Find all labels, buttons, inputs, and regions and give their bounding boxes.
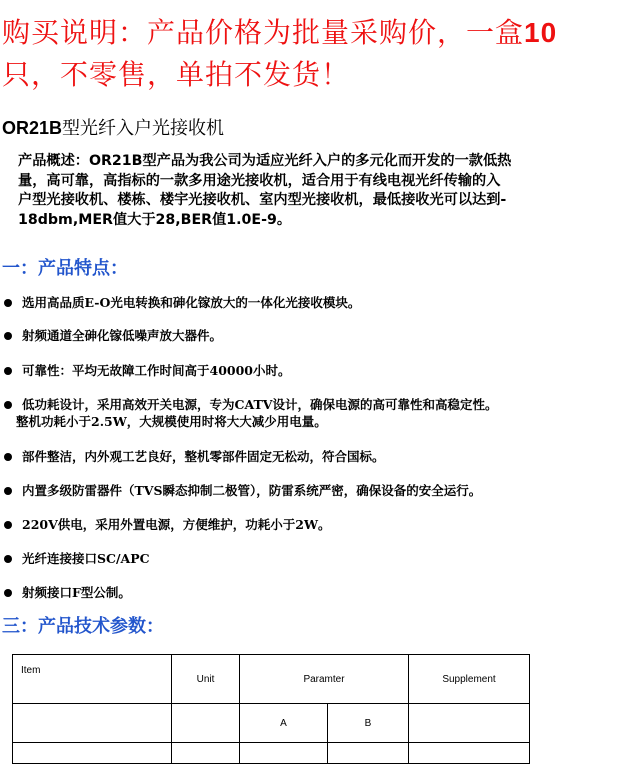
bullet-icon bbox=[4, 401, 12, 409]
table-cell bbox=[172, 743, 240, 764]
table-header-unit: Unit bbox=[172, 655, 240, 704]
product-title-rest: 型光纤入户光接收机 bbox=[62, 118, 225, 139]
table-cell bbox=[328, 743, 409, 764]
table-header-param: Paramter bbox=[240, 655, 409, 704]
overview-line: 量，高可靠，高指标的一款多用途光接收机，适合用于有线电视光纤传输的入 bbox=[18, 172, 501, 189]
feature-item bbox=[0, 448, 615, 466]
section-spec-heading: 三：产品技术参数： bbox=[2, 616, 164, 637]
bullet-icon bbox=[4, 487, 12, 495]
table-cell bbox=[409, 704, 530, 743]
feature-item bbox=[0, 550, 615, 568]
feature-text: 整机功耗小于2.5W，大规模使用时将大大减少用电量。 bbox=[16, 414, 327, 429]
feature-item bbox=[0, 294, 615, 312]
table-cell bbox=[13, 704, 172, 743]
notice-line-1-text: 购买说明：产品价格为批量采购价，一盒 bbox=[2, 16, 525, 49]
feature-text: 可靠性：平均无故障工作时间高于40000小时。 bbox=[22, 363, 291, 378]
feature-text: 射频通道全砷化镓低噪声放大器件。 bbox=[22, 328, 223, 343]
feature-item bbox=[0, 327, 615, 345]
feature-text: 部件整洁，内外观工艺良好，整机零部件固定无松动，符合国标。 bbox=[22, 449, 385, 464]
spec-table bbox=[12, 654, 530, 764]
feature-item bbox=[0, 516, 615, 534]
bullet-icon bbox=[4, 589, 12, 597]
table-subheader-a: A bbox=[240, 704, 328, 743]
notice-line-1 bbox=[2, 12, 614, 54]
bullet-icon bbox=[4, 555, 12, 563]
notice-line-2: 只，不零售，单拍不发货！ bbox=[2, 58, 351, 91]
feature-item bbox=[0, 584, 615, 602]
overview-line: 18dbm,MER值大于28,BER值1.0E-9。 bbox=[18, 211, 292, 228]
bullet-icon bbox=[4, 367, 12, 375]
table-header-item: Item bbox=[13, 655, 172, 704]
feature-text: 220V供电，采用外置电源，方便维护，功耗小于2W。 bbox=[22, 517, 331, 532]
table-subheader-row bbox=[13, 704, 530, 743]
overview-line: 产品概述：OR21B型产品为我公司为适应光纤入户的多元化而开发的一款低热 bbox=[18, 153, 512, 169]
feature-text: 射频接口F型公制。 bbox=[22, 585, 131, 600]
table-cell bbox=[172, 704, 240, 743]
bullet-icon bbox=[4, 332, 12, 340]
table-subheader-b: B bbox=[328, 704, 409, 743]
feature-text: 选用高品质E-O光电转换和砷化镓放大的一体化光接收模块。 bbox=[22, 295, 361, 310]
table-cell bbox=[13, 743, 172, 764]
product-overview bbox=[18, 152, 614, 230]
feature-continuation bbox=[16, 413, 620, 431]
section-features-heading: 一：产品特点： bbox=[2, 258, 128, 279]
feature-text: 光纤连接接口SC/APC bbox=[22, 551, 150, 566]
table-row bbox=[13, 743, 530, 764]
bullet-icon bbox=[4, 299, 12, 307]
overview-line: 户型光接收机、楼栋、楼宇光接收机、室内型光接收机，最低接收光可以达到- bbox=[18, 192, 507, 208]
table-header-supplement: Supplement bbox=[409, 655, 530, 704]
bullet-icon bbox=[4, 521, 12, 529]
notice-quantity: 10 bbox=[524, 17, 558, 48]
table-cell bbox=[240, 743, 328, 764]
table-header-row bbox=[13, 655, 530, 704]
feature-text: 低功耗设计，采用高效开关电源，专为CATV设计，确保电源的高可靠性和高稳定性。 bbox=[22, 397, 498, 412]
feature-item bbox=[0, 396, 615, 414]
feature-item bbox=[0, 362, 615, 380]
purchase-notice bbox=[2, 12, 614, 96]
feature-item bbox=[0, 482, 615, 500]
product-model: OR21B bbox=[2, 118, 63, 138]
feature-text: 内置多级防雷器件（TVS瞬态抑制二极管），防雷系统严密，确保设备的安全运行。 bbox=[22, 483, 482, 498]
table-cell bbox=[409, 743, 530, 764]
bullet-icon bbox=[4, 453, 12, 461]
product-title bbox=[2, 116, 224, 141]
